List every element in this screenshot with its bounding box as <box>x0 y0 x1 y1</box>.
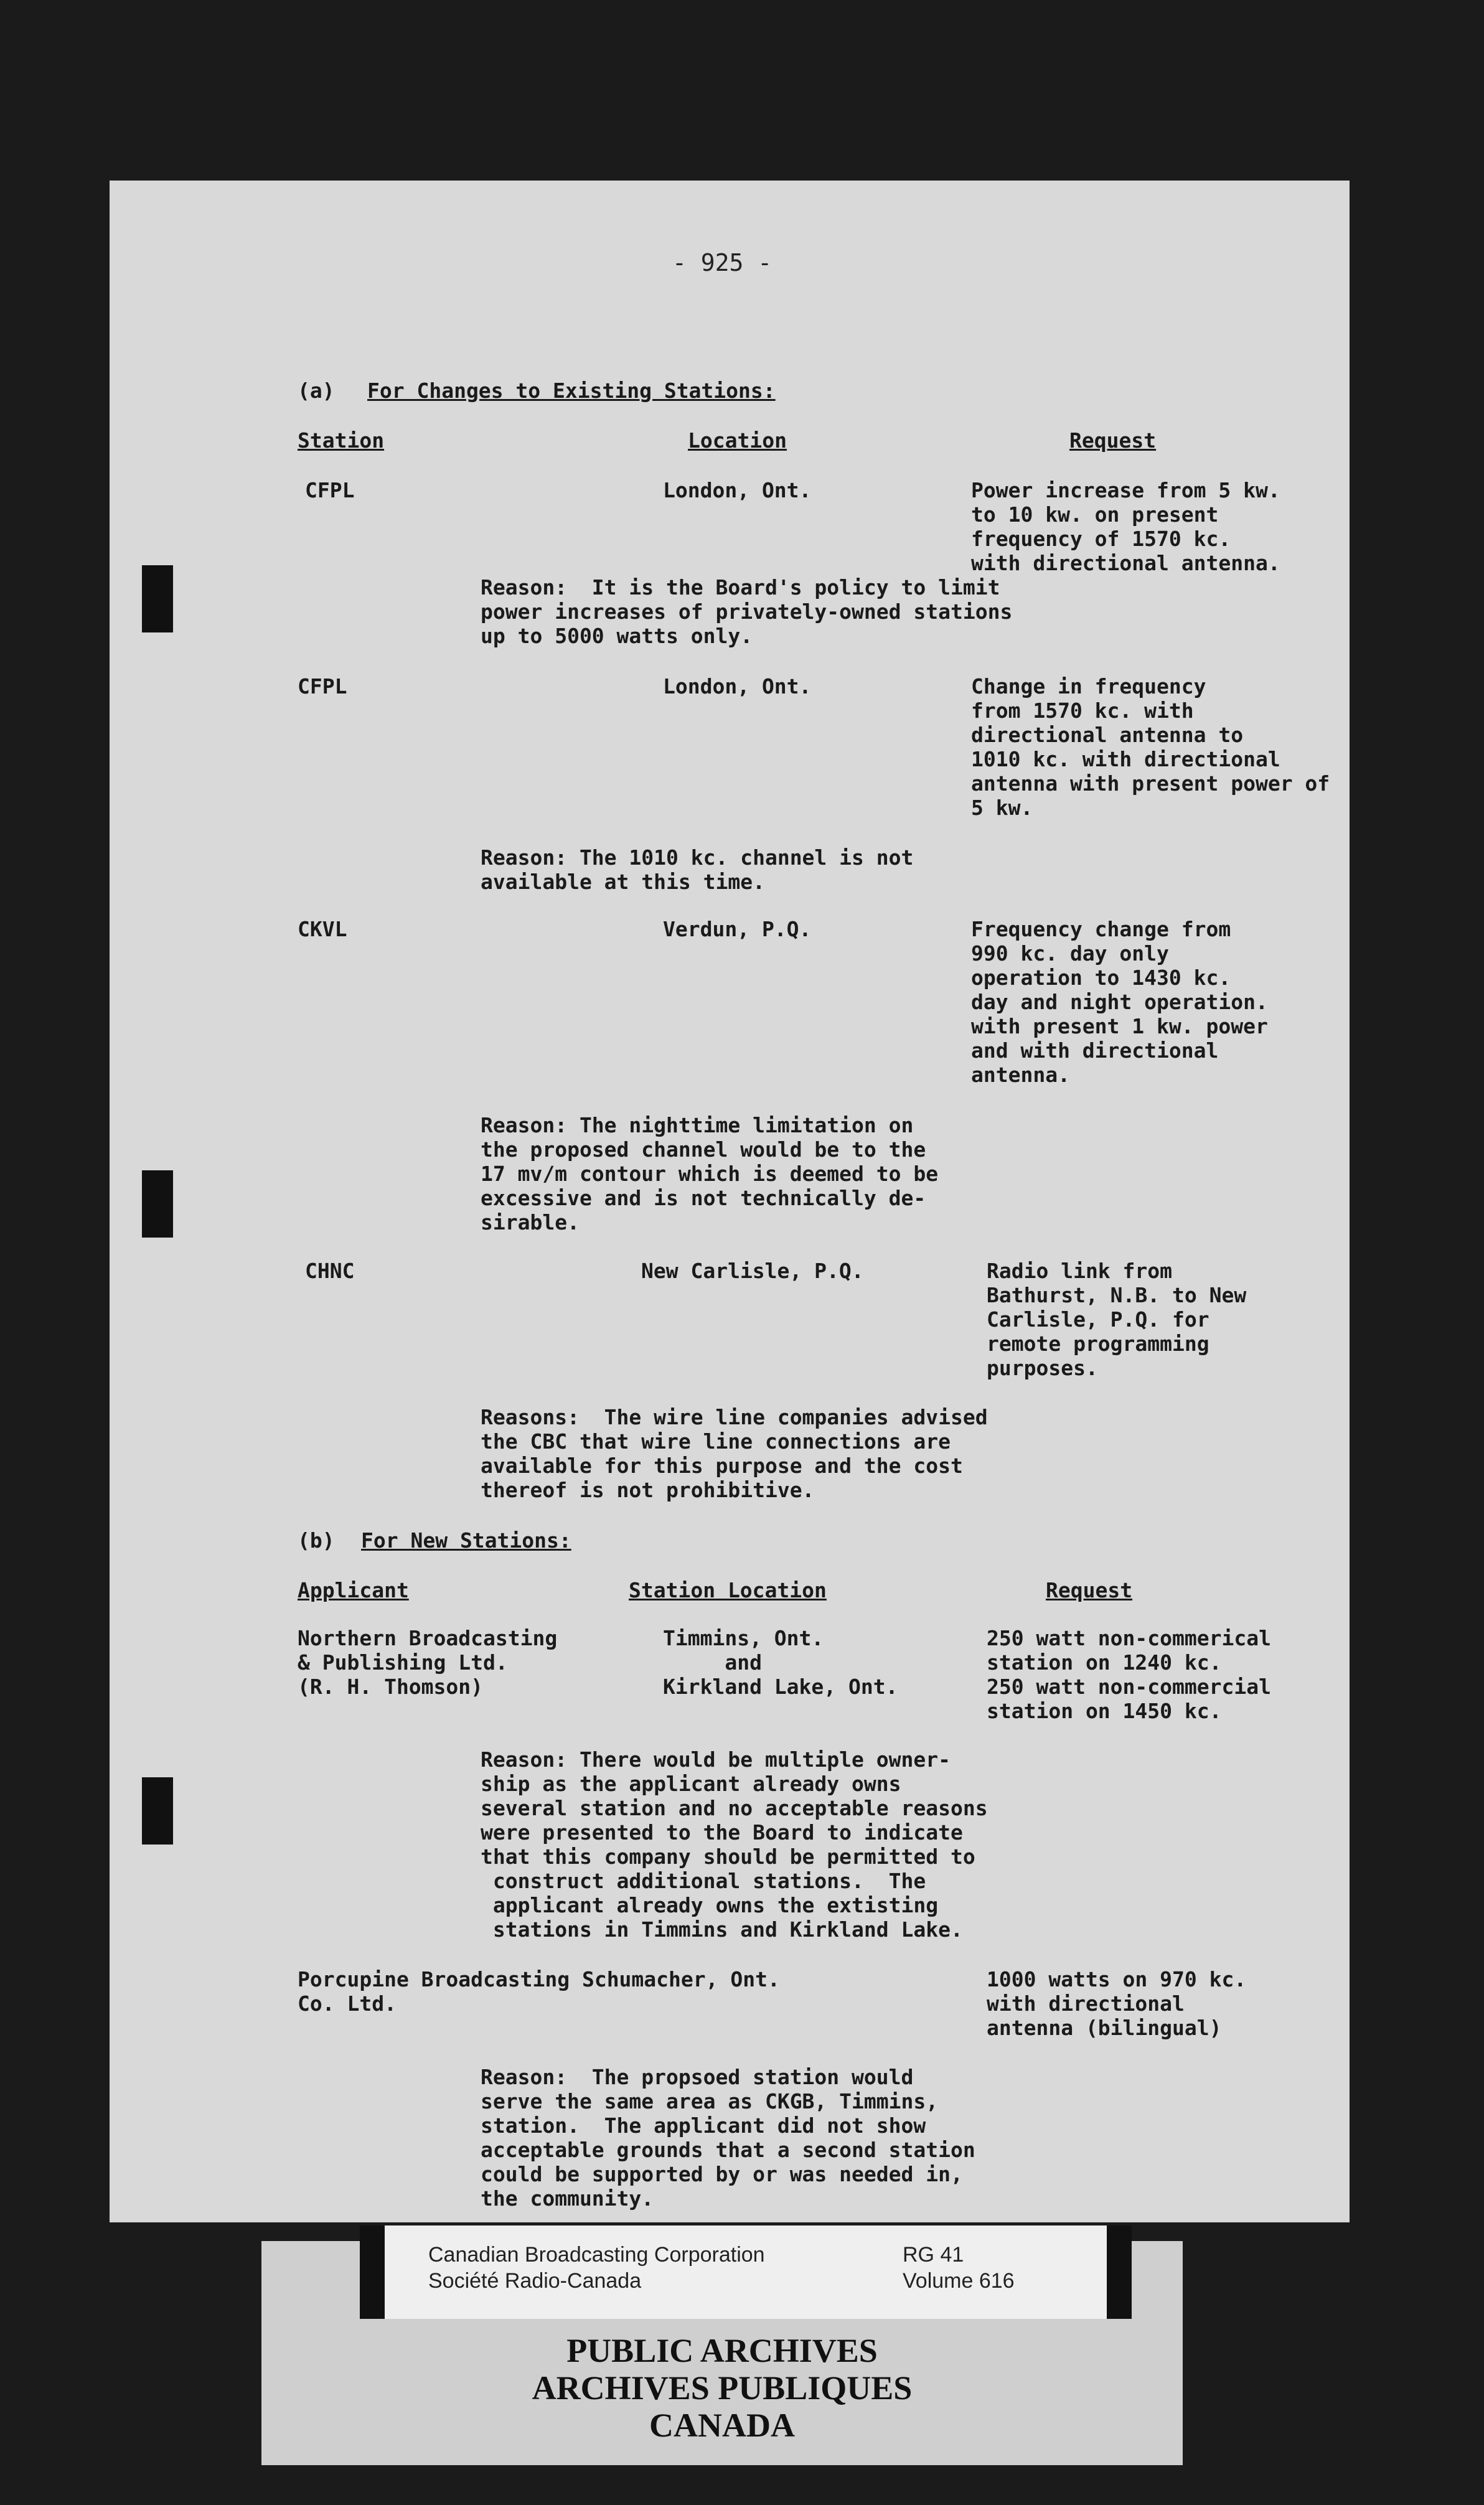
archive-label-card <box>360 2225 1132 2319</box>
request-text: Change in frequency from 1570 kc. with directional antenna to 1010 kc. with directional antenna with present power of 5 kw. <box>971 674 1330 820</box>
station-call-sign: CKVL <box>298 917 347 941</box>
reason-text: Reasons: The wire line companies advised the CBC that wire line connections are available for this purpose and the cost thereof is not prohibitive. <box>481 1405 988 1502</box>
reason-text: Reason: There would be multiple owner- ship as the applicant already owns several station and no acceptable reasons were presented to the Board to indicate that this company should be permitted to construct additional stations. The applicant already owns the extisting stations in Timmins and Kirkland Lake. <box>481 1747 988 1942</box>
reason-text: Reason: The 1010 kc. channel is not available at this time. <box>481 845 914 894</box>
binder-hole-mark <box>142 565 173 632</box>
binder-hole-mark <box>142 1170 173 1238</box>
station-location: London, Ont. <box>663 674 812 698</box>
binder-hole-mark <box>142 1777 173 1845</box>
section-a-heading: For Changes to Existing Stations: <box>367 378 776 403</box>
reason-text: Reason: The nighttime limitation on the proposed channel would be to the 17 mv/m contour which is deemed to be excessive and is not technically de- sirable. <box>481 1113 939 1234</box>
stamp-line-1: PUBLIC ARCHIVES <box>566 2332 878 2369</box>
column-header-location: Location <box>688 428 787 453</box>
stamp-line-2: ARCHIVES PUBLIQUES <box>532 2369 913 2407</box>
reason-text: Reason: It is the Board's policy to limit power increases of privately-owned stations up to 5000 watts only. <box>481 575 1013 648</box>
station-call-sign: CHNC <box>305 1259 355 1283</box>
applicant-name: Northern Broadcasting & Publishing Ltd. (R. H. Thomson) <box>298 1626 558 1699</box>
station-location: New Carlisle, P.Q. <box>641 1259 864 1283</box>
page-number: - 925 - <box>672 249 773 276</box>
section-b-heading: For New Stations: <box>361 1528 571 1553</box>
applicant-name: Porcupine Broadcasting Schumacher, Ont. Co. Ltd. <box>298 1967 780 2016</box>
label-record-group: RG 41 <box>903 2243 964 2267</box>
column-header-applicant: Applicant <box>298 1578 409 1602</box>
request-text: 250 watt non-commerical station on 1240 kc. 250 watt non-commercial station on 1450 kc. <box>987 1626 1271 1723</box>
request-text: 1000 watts on 970 kc. with directional antenna (bilingual) <box>987 1967 1247 2040</box>
label-volume: Volume 616 <box>903 2269 1015 2293</box>
label-org-en: Canadian Broadcasting Corporation <box>428 2243 765 2267</box>
station-location: Verdun, P.Q. <box>663 917 812 941</box>
request-text: Power increase from 5 kw. to 10 kw. on present frequency of 1570 kc. with directional antenna. <box>971 478 1280 575</box>
station-call-sign: CFPL <box>298 674 347 698</box>
column-header-request: Request <box>1046 1578 1133 1602</box>
request-text: Radio link from Bathurst, N.B. to New Carlisle, P.Q. for remote programming purposes. <box>987 1259 1247 1380</box>
reason-text: Reason: The propsoed station would serve the same area as CKGB, Timmins, station. The applicant did not show acceptable grounds that a second station could be supported by or was needed in, the community. <box>481 2065 975 2211</box>
section-b-label: (b) <box>298 1528 335 1553</box>
station-call-sign: CFPL <box>305 478 355 502</box>
station-location: London, Ont. <box>663 478 812 502</box>
stamp-line-3: CANADA <box>649 2407 795 2444</box>
label-org-fr: Société Radio-Canada <box>428 2269 642 2293</box>
station-location: Timmins, Ont. and Kirkland Lake, Ont. <box>663 1626 898 1699</box>
column-header-station: Station <box>298 428 385 453</box>
column-header-request: Request <box>1069 428 1157 453</box>
column-header-station-location: Station Location <box>629 1578 827 1602</box>
request-text: Frequency change from 990 kc. day only operation to 1430 kc. day and night operation. with present 1 kw. power and with directional antenna. <box>971 917 1268 1087</box>
section-a-label: (a) <box>298 378 335 403</box>
